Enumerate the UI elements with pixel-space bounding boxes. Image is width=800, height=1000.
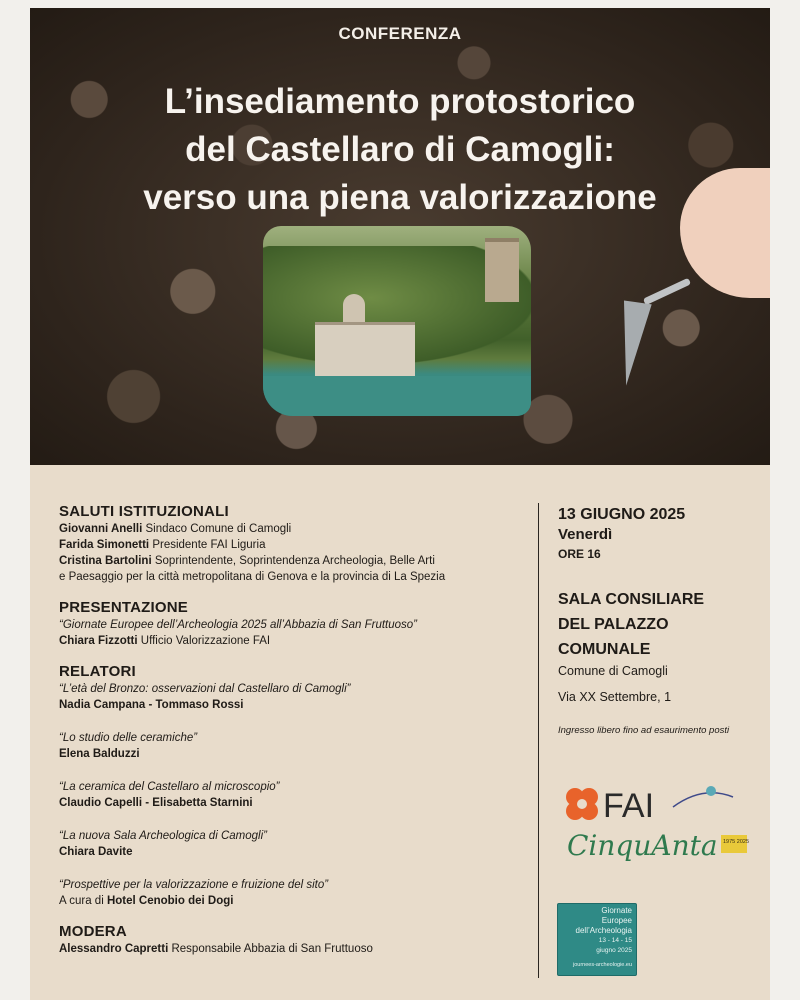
badge-line: Europee: [601, 916, 632, 925]
modera-heading: MODERA: [59, 923, 127, 940]
saluti-line-cont: e Paesaggio per la città metropolitana di Genova e la provincia di La Spezia: [59, 571, 446, 583]
presentazione-speaker: Chiara Fizzotti Ufficio Valorizzazione FAI: [59, 635, 271, 647]
presentazione-heading: PRESENTAZIONE: [59, 599, 189, 616]
event-title: [30, 78, 770, 222]
saluti-heading: SALUTI ISTITUZIONALI: [59, 503, 229, 520]
badge-line: Giornate: [601, 906, 632, 915]
venue-address: Via XX Settembre, 1: [558, 690, 672, 704]
talk-speakers: A cura di Hotel Cenobio dei Dogi: [59, 895, 234, 907]
talk-speakers: Claudio Capelli - Elisabetta Starnini: [59, 797, 253, 809]
moderator: Alessandro Capretti Responsabile Abbazia di San Fruttuoso: [59, 943, 373, 955]
bird-icon: [706, 786, 716, 796]
entry-note: Ingresso libero fino ad esaurimento posti: [558, 725, 730, 736]
abbey-shape: [315, 322, 415, 377]
event-day: Venerdì: [558, 526, 613, 543]
venue-line: COMUNALE: [558, 641, 651, 658]
event-info-column: [558, 505, 764, 738]
abbey-landscape-window: [263, 226, 531, 416]
venue-line: DEL PALAZZO: [558, 616, 669, 633]
relatori-heading: RELATORI: [59, 663, 136, 680]
gea-badge: [557, 903, 637, 976]
talk-speakers: Chiara Davite: [59, 846, 133, 858]
talk-speakers: Nadia Campana - Tommaso Rossi: [59, 699, 244, 711]
event-time: ORE 16: [558, 547, 601, 561]
venue-municipality: Comune di Camogli: [558, 664, 668, 678]
fai-script-text: CinquAnta: [567, 829, 718, 862]
watchtower-shape: [485, 238, 519, 302]
talk-title: “Lo studio delle ceramiche”: [59, 732, 198, 744]
program-column: [59, 503, 529, 957]
event-type-label: CONFERENZA: [338, 24, 462, 43]
event-title-line: verso una piena valorizzazione: [143, 178, 657, 217]
talk-title: “Prospettive per la valorizzazione e fruizione del sito”: [59, 879, 329, 891]
fai-text: FAI: [603, 787, 655, 825]
saluti-line: Cristina Bartolini Soprintendente, Soprintendenza Archeologia, Belle Arti: [59, 555, 435, 567]
badge-url: journees-archeologie.eu: [572, 962, 632, 968]
sea-shape: [263, 376, 531, 416]
presentazione-title: “Giornate Europee dell’Archeologia 2025 all’Abbazia di San Fruttuoso”: [59, 619, 417, 631]
badge-line: giugno 2025: [596, 947, 632, 954]
talk-title: “La ceramica del Castellaro al microscopio”: [59, 781, 280, 793]
trowel-icon: [612, 300, 651, 387]
column-divider: [538, 503, 539, 978]
trowel-handle-shape: [643, 278, 691, 305]
talk-title: “L’età del Bronzo: osservazioni dal Castellaro di Camogli”: [59, 683, 351, 695]
hero-image: [30, 8, 770, 465]
badge-line: 13 - 14 - 15: [598, 937, 632, 944]
fai-cinquanta-logo: [553, 777, 753, 877]
venue-line: SALA CONSILIARE: [558, 591, 705, 608]
years-text: 1975 2025: [723, 839, 749, 845]
fai-flower-icon: [566, 788, 598, 820]
talk-speakers: Elena Balduzzi: [59, 748, 140, 760]
poster: [30, 8, 770, 1000]
saluti-line: Farida Simonetti Presidente FAI Liguria: [59, 539, 266, 551]
badge-line: dell’Archeologia: [575, 926, 632, 935]
event-title-line: del Castellaro di Camogli:: [185, 130, 615, 169]
saluti-line: Giovanni Anelli Sindaco Comune di Camogli: [59, 523, 292, 535]
talk-title: “La nuova Sala Archeologica di Camogli”: [59, 830, 267, 842]
event-date: 13 GIUGNO 2025: [558, 506, 686, 523]
program-section: [30, 465, 770, 1000]
event-title-line: L’insediamento protostorico: [164, 82, 636, 121]
